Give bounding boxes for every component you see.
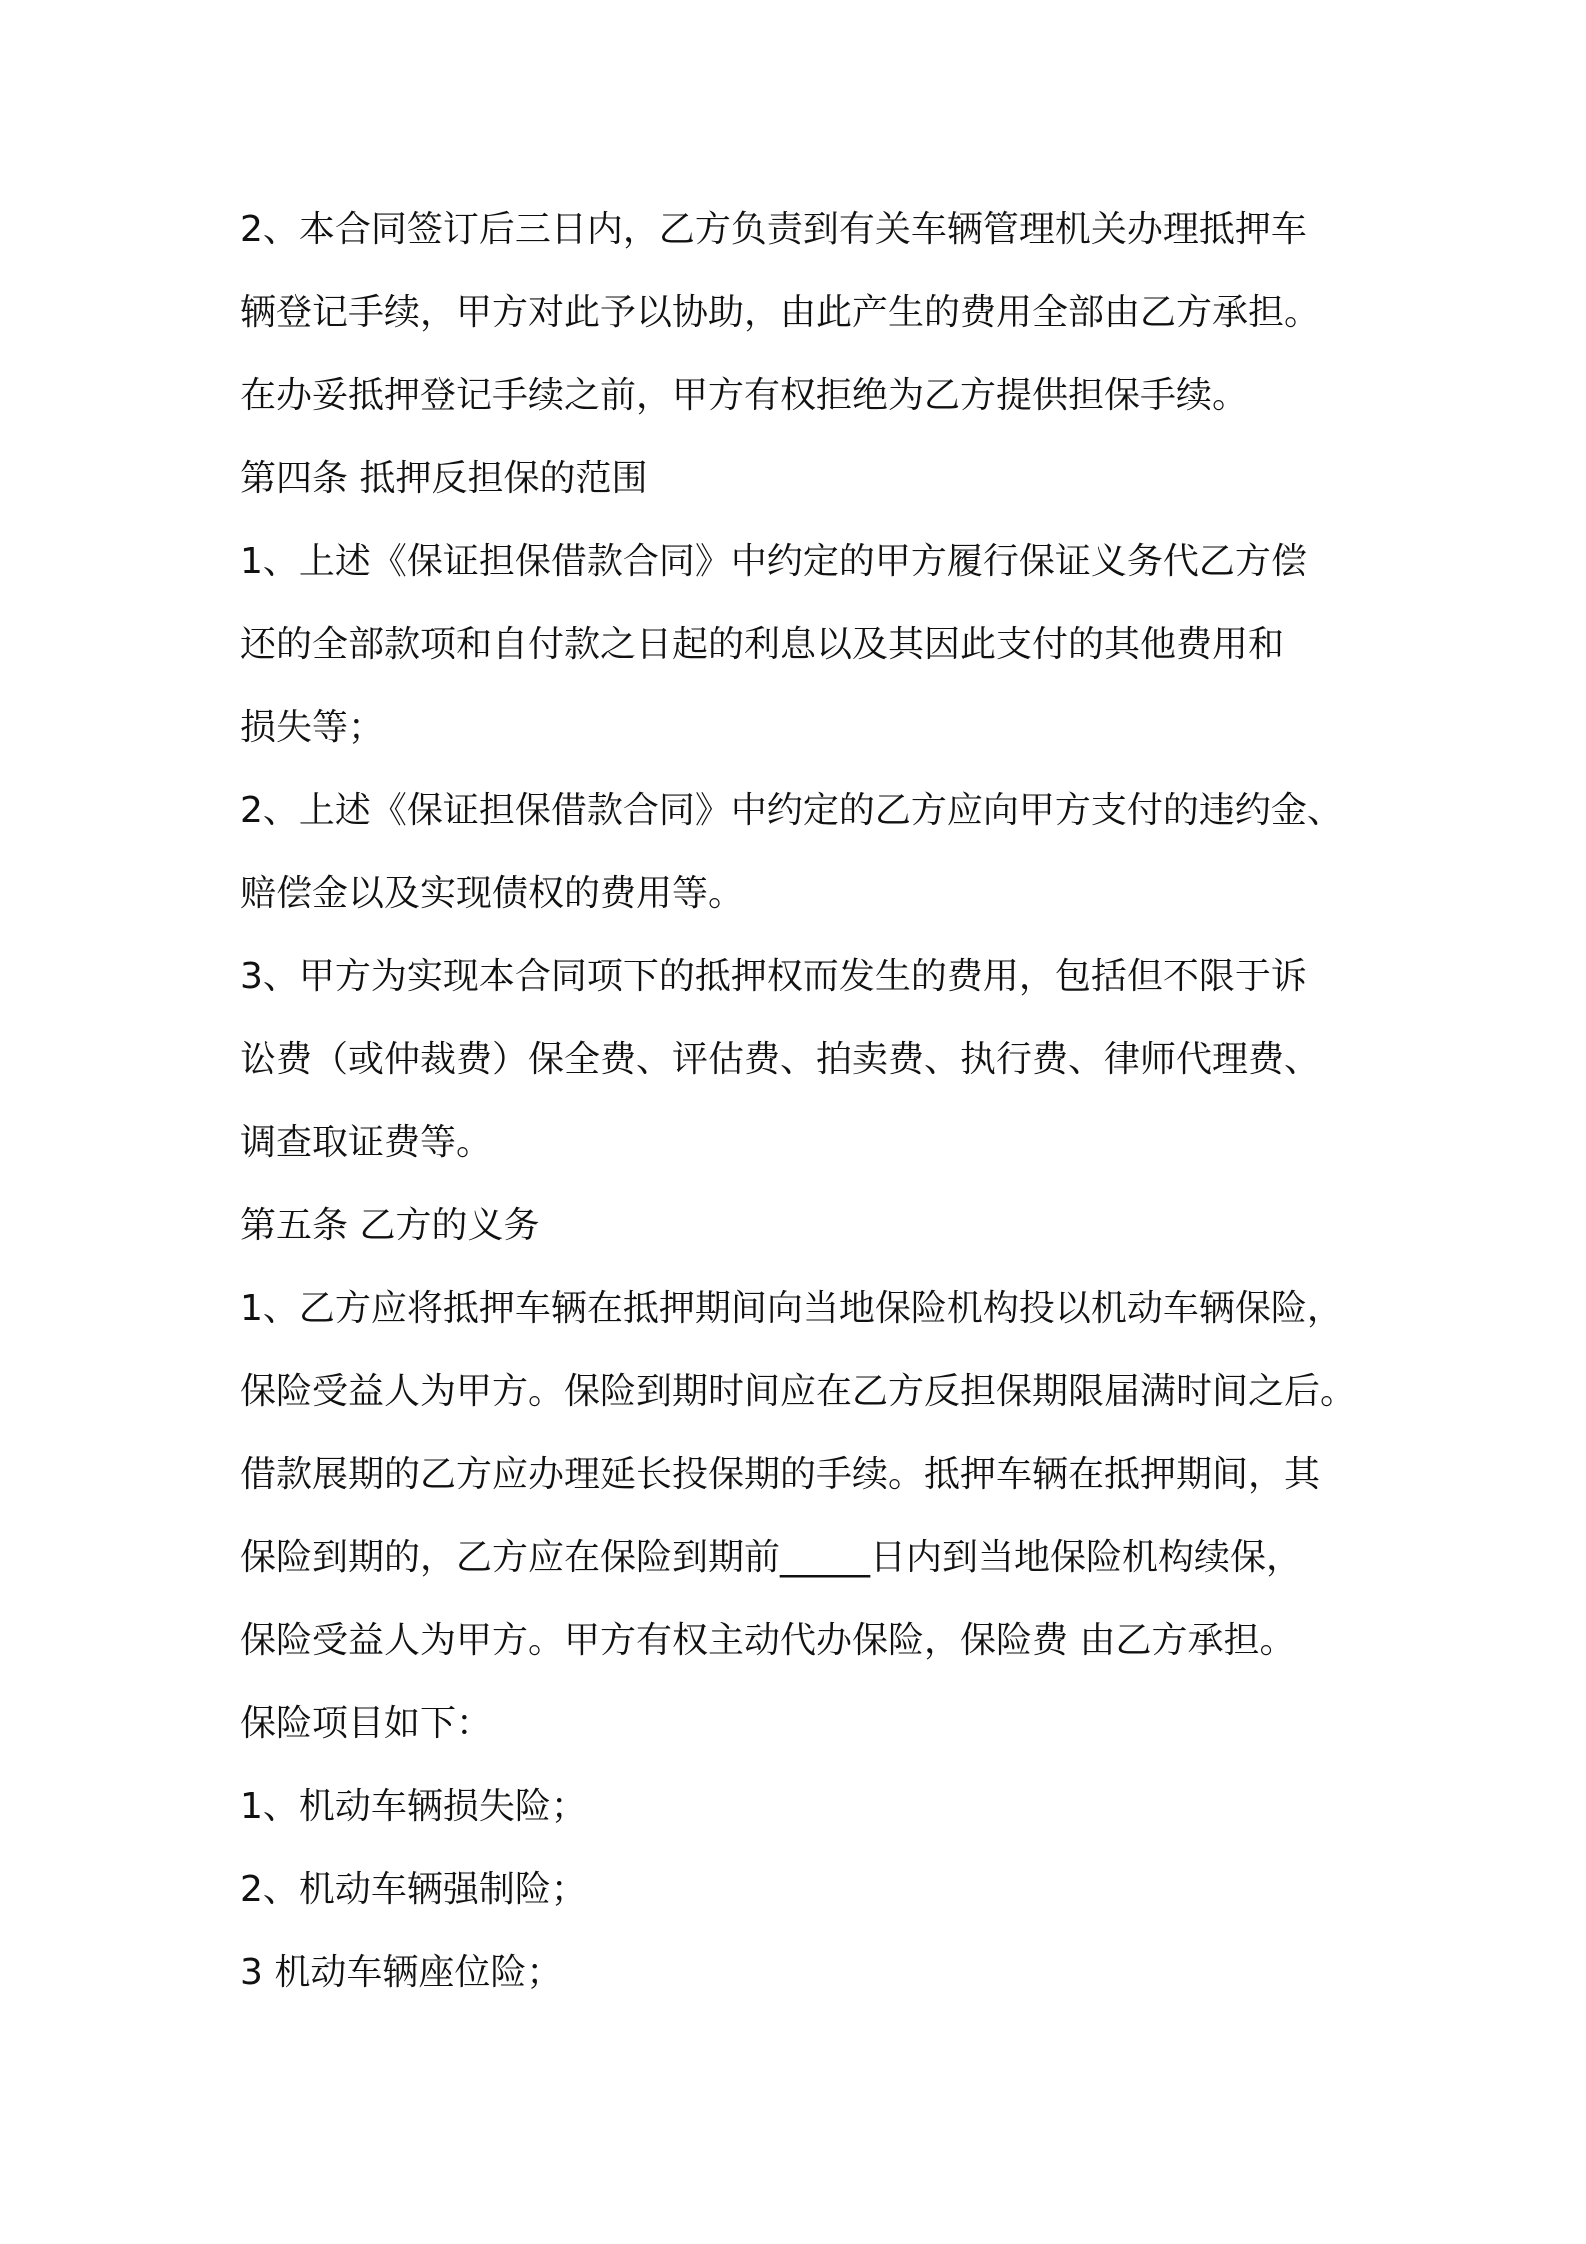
text-line: 保险受益人为甲方。甲方有权主动代办保险，保险费 由乙方承担。 xyxy=(240,1620,1296,1661)
text-line: 在办妥抵押登记手续之前，甲方有权拒绝为乙方提供担保手续。 xyxy=(240,375,1249,416)
text-line: 调查取证费等。 xyxy=(240,1122,493,1163)
text-line: 还的全部款项和自付款之日起的利息以及其因此支付的其他费用和 xyxy=(240,624,1285,665)
list-item: 3 机动车辆座位险； xyxy=(240,1952,563,1993)
contract-text xyxy=(240,198,1380,2024)
text-line: 借款展期的乙方应办理延长投保期的手续。抵押车辆在抵押期间，其 xyxy=(240,1454,1321,1495)
text-line: 1、上述《保证担保借款合同》中约定的甲方履行保证义务代乙方偿 xyxy=(240,541,1307,582)
text-line: 2、本合同签订后三日内，乙方负责到有关车辆管理机关办理抵押车 xyxy=(240,209,1307,250)
list-item: 1、机动车辆损失险； xyxy=(240,1786,587,1827)
text-line: 3、甲方为实现本合同项下的抵押权而发生的费用，包括但不限于诉 xyxy=(240,956,1307,997)
section-heading: 第四条 抵押反担保的范围 xyxy=(240,458,648,499)
list-item: 2、机动车辆强制险； xyxy=(240,1869,587,1910)
text-line: 辆登记手续，甲方对此予以协助，由此产生的费用全部由乙方承担。 xyxy=(240,292,1321,333)
text-line: 赔偿金以及实现债权的费用等。 xyxy=(240,873,745,914)
text-line: 保险受益人为甲方。保险到期时间应在乙方反担保期限届满时间之后。 xyxy=(240,1371,1357,1412)
text-line: 讼费（或仲裁费）保全费、评估费、拍卖费、执行费、律师代理费、 xyxy=(240,1039,1321,1080)
text-line: 损失等； xyxy=(240,707,385,748)
text-line: 保险项目如下： xyxy=(240,1703,493,1744)
text-line: 2、上述《保证担保借款合同》中约定的乙方应向甲方支付的违约金、 xyxy=(240,790,1343,831)
text-line: 1、乙方应将抵押车辆在抵押期间向当地保险机构投以机动车辆保险， xyxy=(240,1288,1343,1329)
section-heading: 第五条 乙方的义务 xyxy=(240,1205,540,1246)
text-line: 保险到期的，乙方应在保险到期前_____日内到当地保险机构续保， xyxy=(240,1537,1303,1578)
